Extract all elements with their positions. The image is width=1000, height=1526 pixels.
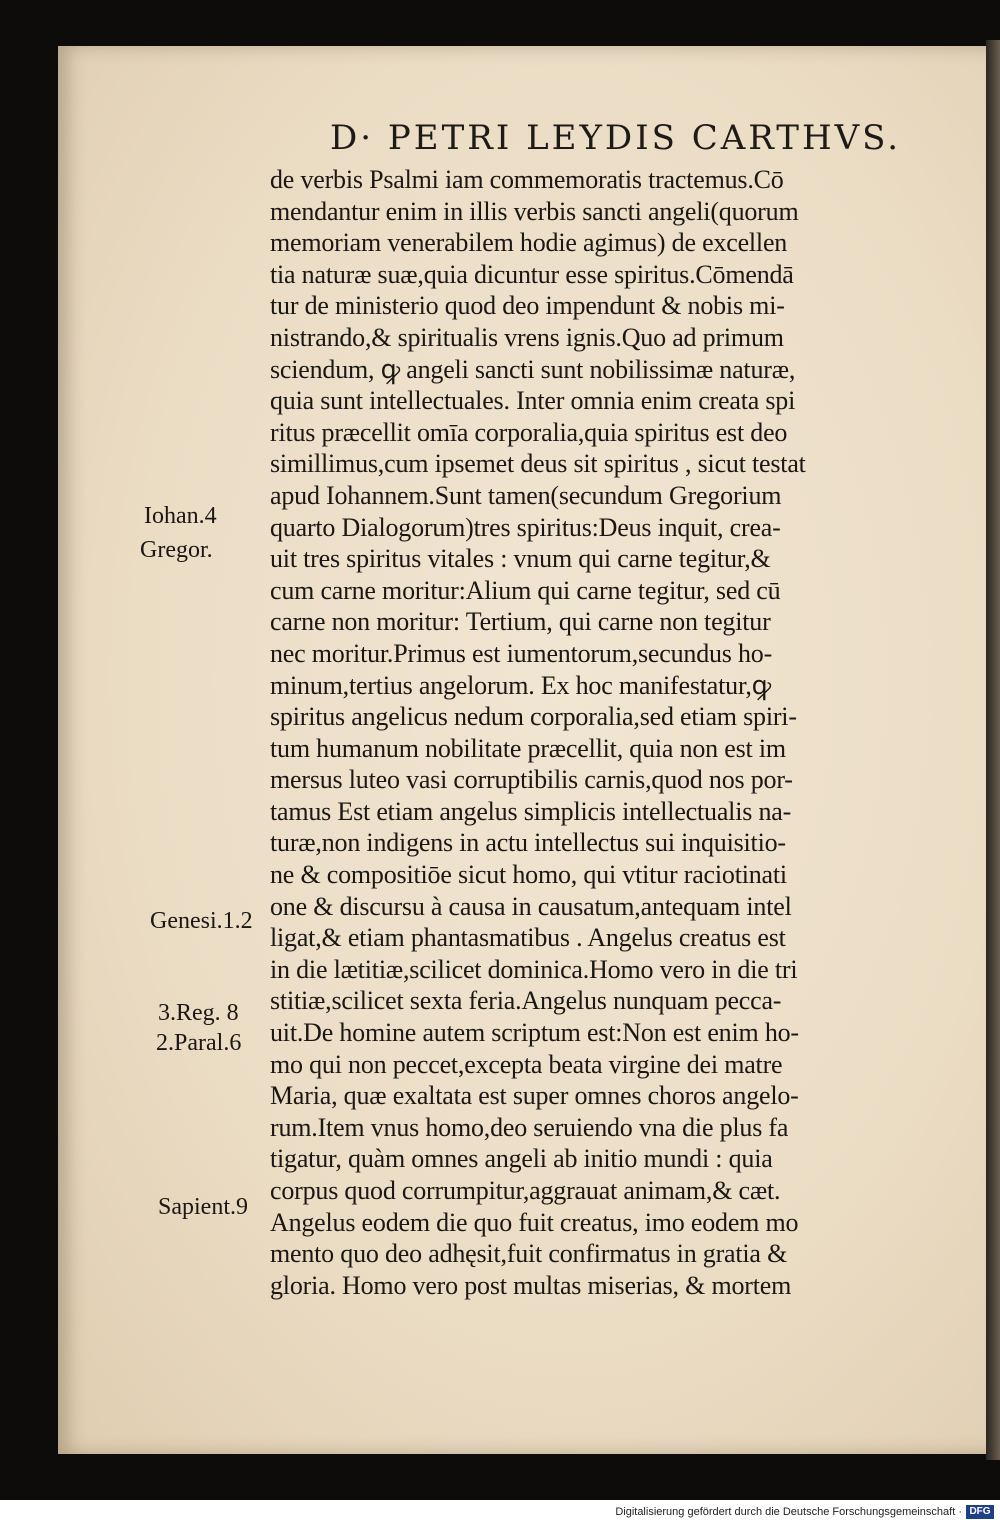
text-line: nec moritur.Primus est iumentorum,secundus ho- — [270, 638, 773, 668]
text-line: turæ,non indigens in actu intellectus sui inquisitio- — [270, 828, 786, 858]
text-line: mendantur enim in illis verbis sancti angeli(quorum — [270, 196, 799, 226]
text-line: ritus præcellit omīa corporalia,quia spiritus est deo — [270, 417, 788, 447]
marginal-note: Genesi.1.2 — [150, 908, 253, 934]
text-line: minum,tertius angelorum. Ex hoc manifestatur,ꝙ — [270, 670, 771, 700]
text-line: one & discursu à causa in causatum,antequam intel — [270, 891, 792, 921]
text-line: stitiæ,scilicet sexta feria.Angelus nunquam pecca- — [270, 986, 782, 1016]
funding-credit: Digitalisierung gefördert durch die Deutsche Forschungsgemeinschaft · — [615, 1506, 962, 1518]
text-line: simillimus,cum ipsemet deus sit spiritus , sicut testat — [270, 449, 806, 479]
text-line: quia sunt intellectuales. Inter omnia enim creata spi — [270, 386, 796, 416]
text-line: tamus Est etiam angelus simplicis intellectualis na- — [270, 796, 792, 826]
text-line: uit.De homine autem scriptum est:Non est enim ho- — [270, 1018, 799, 1048]
marginal-note: Iohan.4 — [144, 503, 217, 529]
text-line: carne non moritur: Tertium, qui carne non tegitur — [270, 607, 771, 637]
text-line: tia naturæ suæ,quia dicuntur esse spiritus.Cōmendā — [270, 259, 794, 289]
text-line: in die lætitiæ,scilicet dominica.Homo vero in die tri — [270, 954, 798, 984]
text-line: quarto Dialogorum)tres spiritus:Deus inquit, crea- — [270, 512, 781, 542]
text-line: tum humanum nobilitate præcellit, quia non est im — [270, 733, 786, 763]
text-line: memoriam venerabilem hodie agimus) de excellen — [270, 228, 788, 258]
text-line: tur de ministerio quod deo impendunt & nobis mi- — [270, 291, 785, 321]
text-line: apud Iohannem.Sunt tamen(secundum Gregorium — [270, 480, 782, 510]
text-line: ligat,& etiam phantasmatibus . Angelus creatus est — [270, 923, 786, 953]
text-line: cum carne moritur:Alium qui carne tegitur, sed cū — [270, 575, 781, 605]
text-line: Angelus eodem die quo fuit creatus, imo eodem mo — [270, 1207, 799, 1237]
text-line: uit tres spiritus vitales : vnum qui carne tegitur,& — [270, 544, 771, 574]
footer-bar — [0, 1500, 1000, 1526]
text-line: mento quo deo adhęsit,fuit confirmatus in gratia & — [270, 1239, 788, 1269]
text-line: rum.Item vnus homo,deo seruiendo vna die plus fa — [270, 1112, 789, 1142]
text-line: gloria. Homo vero post multas miserias, & mortem — [270, 1270, 792, 1300]
running-title: D· PETRI LEYDIS CARTHVS. — [330, 118, 902, 158]
body-text — [270, 164, 970, 1301]
marginal-note: Gregor. — [140, 537, 213, 563]
dfg-logo: DFG — [966, 1505, 994, 1519]
marginal-note: 3.Reg. 8 — [158, 1000, 239, 1026]
marginal-note: 2.Paral.6 — [156, 1030, 242, 1056]
marginal-note: Sapient.9 — [158, 1194, 248, 1220]
text-line: spiritus angelicus nedum corporalia,sed etiam spiri- — [270, 702, 797, 732]
text-line: tigatur, quàm omnes angeli ab initio mundi : quia — [270, 1144, 773, 1174]
text-line: mo qui non peccet,excepta beata virgine dei matre — [270, 1049, 783, 1079]
text-line: mersus luteo vasi corruptibilis carnis,quod nos por- — [270, 765, 793, 795]
text-line: Maria, quæ exaltata est super omnes choros angelo- — [270, 1081, 799, 1111]
text-line: sciendum, ꝙ angeli sancti sunt nobilissimæ naturæ, — [270, 354, 796, 384]
text-line: ne & compositiōe sicut homo, qui vtitur raciotinati — [270, 860, 787, 890]
page-edge — [986, 40, 1000, 1460]
text-line: corpus quod corrumpitur,aggrauat animam,& cæt. — [270, 1176, 781, 1205]
text-line: de verbis Psalmi iam commemoratis tractemus.Cō — [270, 165, 784, 194]
text-line: nistrando,& spiritualis vrens ignis.Quo ad primum — [270, 322, 784, 352]
